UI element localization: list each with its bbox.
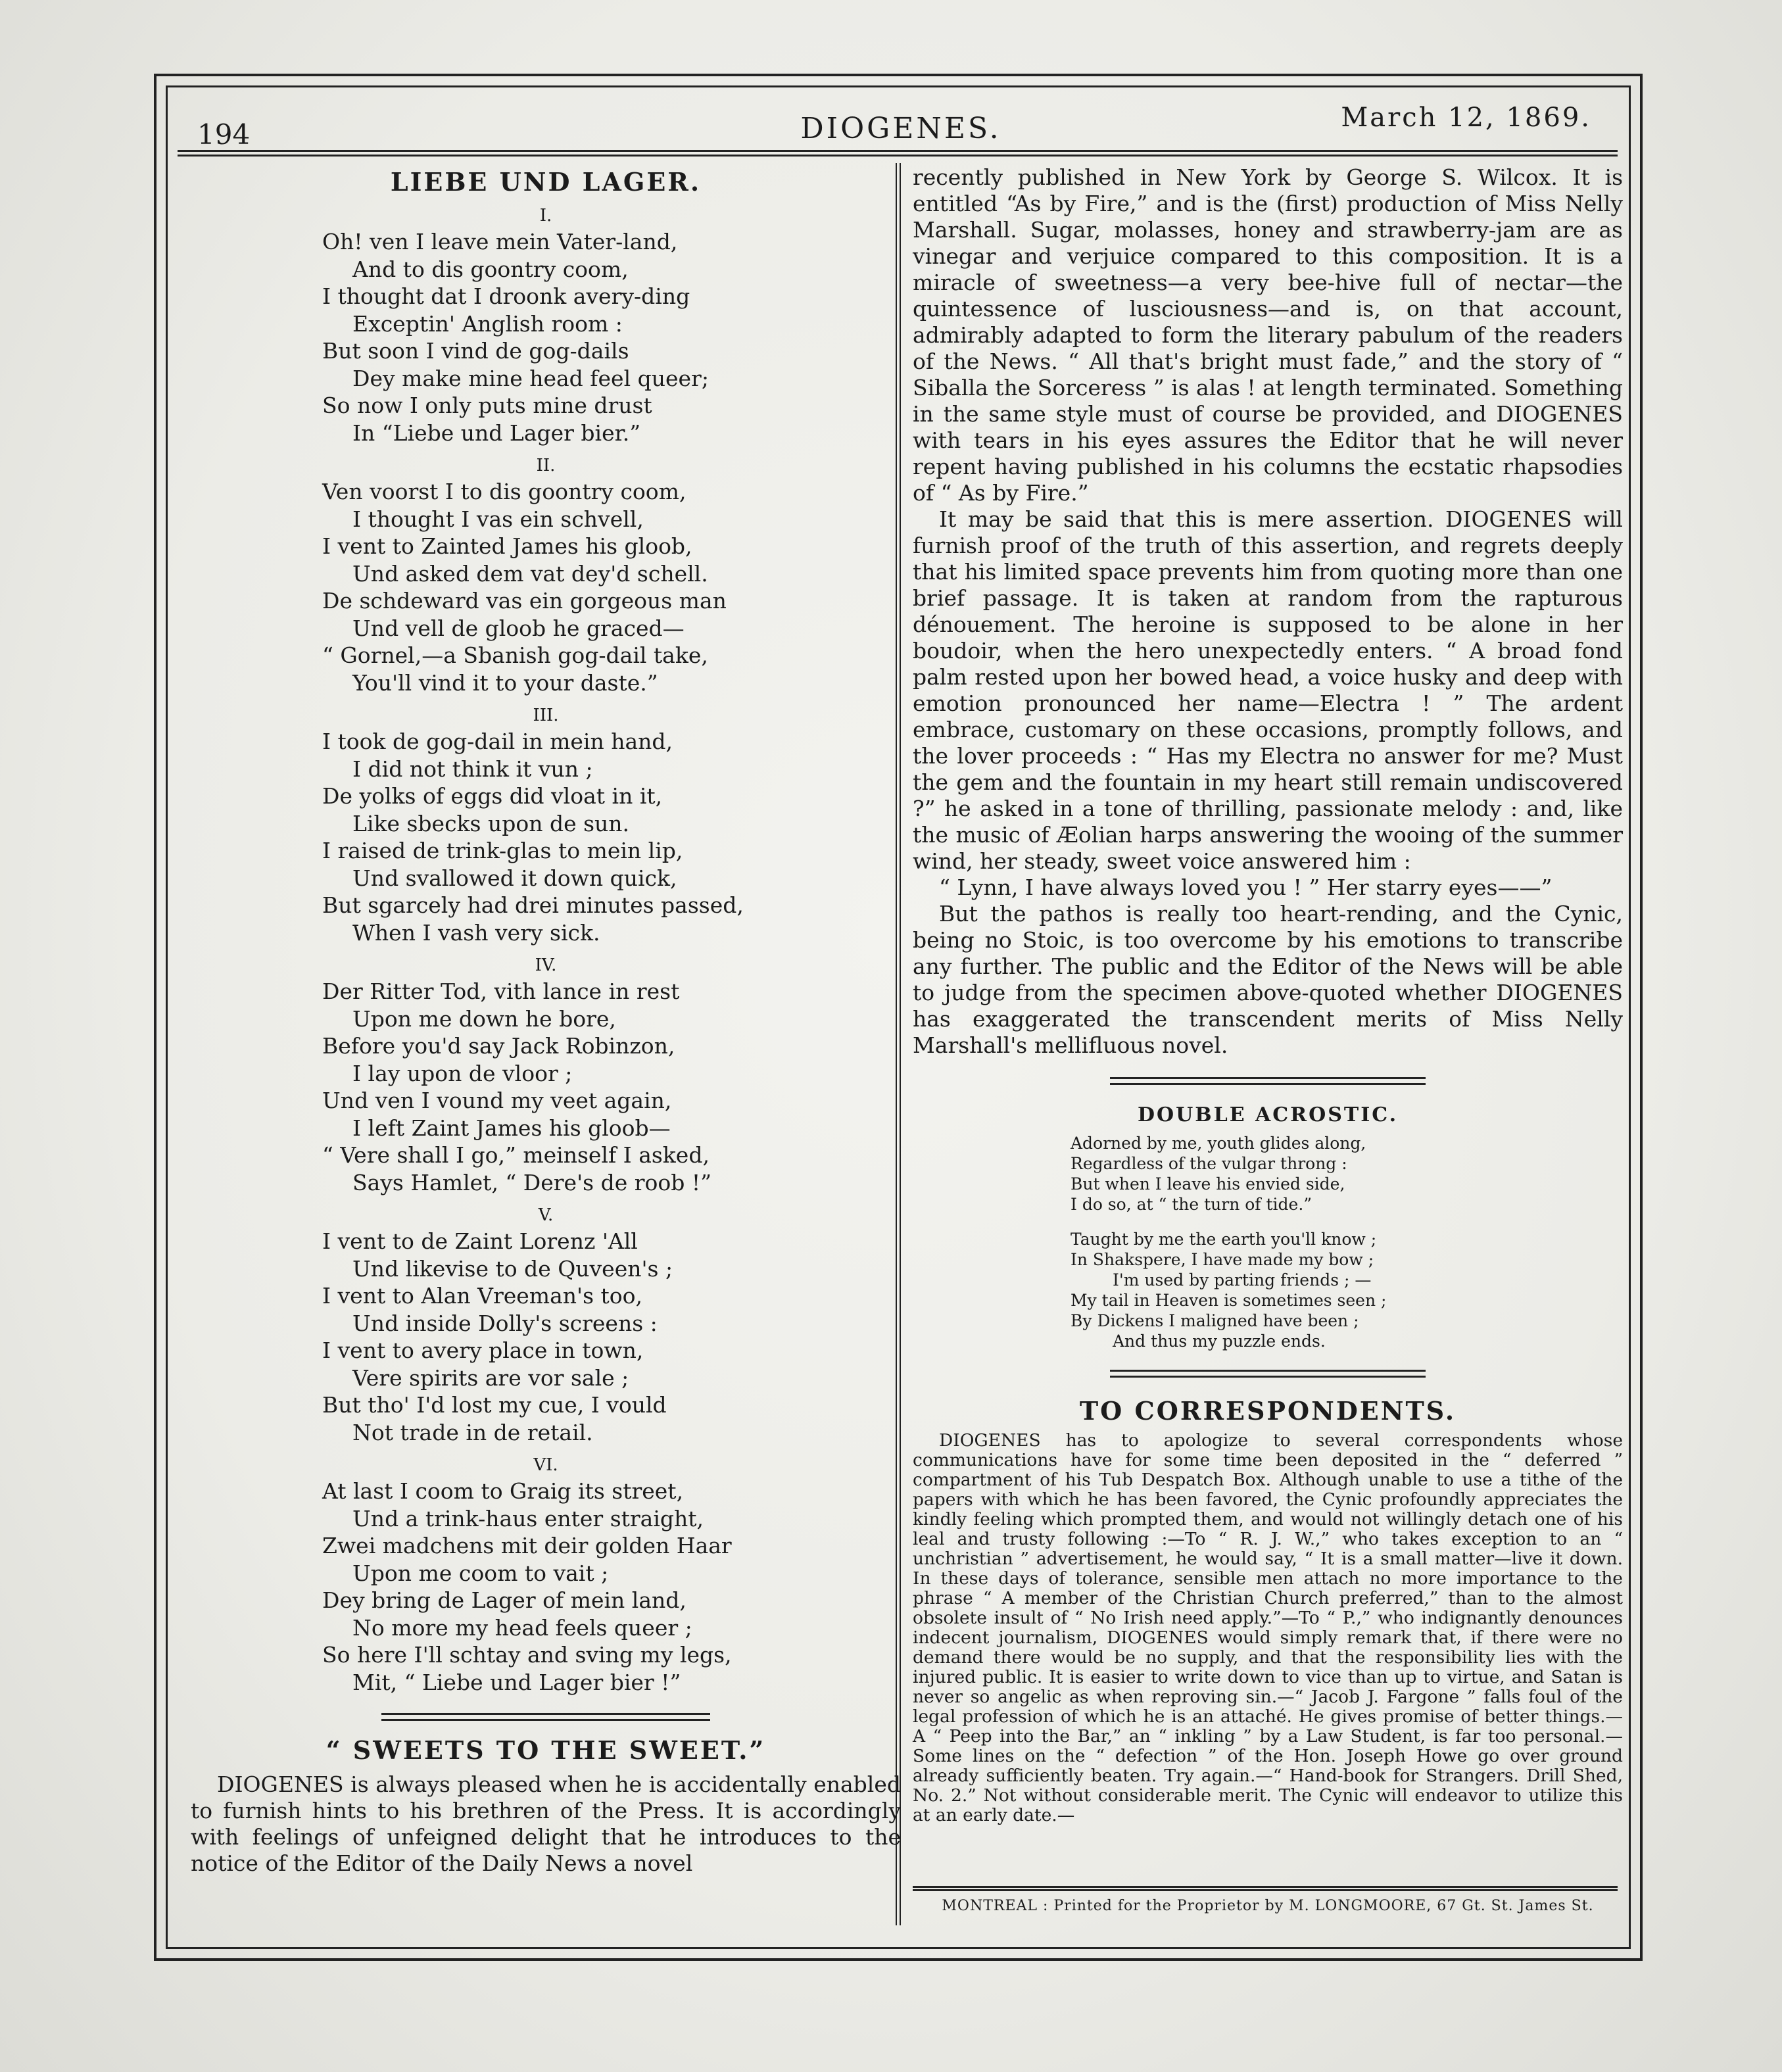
stanza-number: I. [539, 206, 552, 226]
sweets-left-text [191, 1771, 901, 1877]
acrostic-line: In Shakspere, I have made my bow ; [1071, 1250, 1374, 1269]
poem-line: Und likevise to de Quveen's ; [352, 1255, 673, 1282]
poem-line: “ Gornel,—a Sbanish gog-dail take, [322, 642, 708, 668]
acrostic-line: I do so, at “ the turn of tide.” [1071, 1195, 1312, 1214]
poem-line: I lay upon de vloor ; [352, 1060, 573, 1086]
poem-line: Und asked dem vat dey'd schell. [352, 560, 708, 587]
acrostic-line: Adorned by me, youth glides along, [1071, 1134, 1366, 1153]
poem-line: I vent to Zainted James his gloob, [322, 533, 692, 559]
poem-line: At last I coom to Graig its street, [322, 1478, 684, 1504]
section-rule [381, 1713, 710, 1721]
poem-line: Ven voorst I to dis goontry coom, [322, 479, 686, 504]
page-number: 194 [197, 118, 251, 151]
poem-line: And to dis goontry coom, [352, 256, 629, 282]
page-header [178, 99, 1624, 151]
poem-line: But sgarcely had drei minutes passed, [322, 892, 744, 918]
acrostic-title: DOUBLE ACROSTIC. [1137, 1103, 1399, 1126]
poem-line: But soon I vind de gog-dails [322, 338, 629, 364]
stanza-number: V. [538, 1205, 554, 1225]
stanza-number: II. [536, 456, 556, 475]
stanza [322, 978, 901, 1196]
stanza [322, 1228, 901, 1446]
poem-body [191, 206, 901, 1696]
stanza-number: IV. [535, 955, 557, 975]
correspondents-text: DIOGENES has to apologize to several correspondents whose communications have for some time been deposited in the “ deferred ” compartment of his Tub Despatch Box. Although unable to use a tithe of the papers with which he has been favored, the Cynic profoundly appreciates the kindly feeling which prompted them, and would not willingly detach one of his leal and trusty following :—To “ R. J. W.,” who takes exception to an “ unchristian ” advertisement, he would say, “ It is a small matter—live it down. In these days of tolerance, sensible men attach no more importance to the phrase “ A member of the Christian Church preferred,” than to the almost obsolete insult of “ No Irish need apply.”—To “ P.,” who indignantly denounces indecent journalism, DIOGENES would simply remark that, if there were no demand there would be no supply, and that the responsibility lies with the injured public. It is easier to write down to vice than up to virtue, and Satan is never so angelic as when reproving sin.—“ Jacob J. Fargone ” falls foul of the legal profession of which he is an attaché. He gives promise of better things.—A “ Peep into the Bar,” an “ inkling ” by a Law Student, is far too personal.—Some lines on the “ defection ” of the Hon. Joseph Howe go over ground already sufficiently beaten. Try again.—“ Hand-book for Strangers. Drill Shed, No. 2.” Not without considerable merit. The Cynic will endeavor to utilize this at an early date.— [913, 1430, 1623, 1825]
poem-line: De yolks of eggs did vloat in it, [322, 783, 663, 809]
acrostic-line: Regardless of the vulgar throng : [1071, 1154, 1347, 1173]
poem-line: Und a trink-haus enter straight, [352, 1505, 704, 1531]
sweets-title: “ SWEETS TO THE SWEET.” [325, 1735, 766, 1765]
poem-line: I thought dat I droonk avery-ding [322, 283, 690, 309]
poem-line: Der Ritter Tod, vith lance in rest [322, 978, 680, 1004]
masthead: DIOGENES. [800, 112, 1001, 145]
poem-line: Mit, “ Liebe und Lager bier !” [352, 1669, 681, 1695]
poem-line: So now I only puts mine drust [322, 393, 652, 418]
poem-line: I thought I vas ein schvell, [352, 506, 644, 532]
acrostic-body [1071, 1133, 1623, 1351]
poem-line: You'll vind it to your daste.” [352, 669, 658, 696]
sweets-paragraph: recently published in New York by George S. Wilcox. It is entitled “As by Fire,” and is the (first) production of Miss Nelly Marshall. Sugar, molasses, honey and strawberry-jam are as vinegar and verjuice compared to this composition. It is a miracle of sweetness—a very bee-hive full of nectar—the quintessence of lusciousness—and is, on that account, admirably adapted to form the literary pabulum of the readers of the News. “ All that's bright must fade,” and the story of “ Siballa the Sorceress ” is alas ! at length terminated. Something in the same style must of course be provided, and DIOGENES with tears in his eyes assures the Editor that he will never repent having published in his columns the ecstatic rhapsodies of “ As by Fire.” [913, 164, 1623, 506]
stanza-number: III. [533, 706, 559, 725]
acrostic-line: By Dickens I maligned have been ; [1071, 1311, 1359, 1330]
sweets-paragraph: But the pathos is really too heart-rending, and the Cynic, being no Stoic, is too overcome by his emotions to transcribe any further. The public and the Editor of the News will be able to judge from the specimen above-quoted whether DIOGENES has exaggerated the transcendent merits of Miss Nelly Marshall's mellifluous novel. [913, 901, 1623, 1058]
poem-line: I vent to Alan Vreeman's too, [322, 1283, 642, 1309]
stanza [322, 728, 901, 946]
poem-line: Exceptin' Anglish room : [352, 310, 623, 337]
poem-line: I did not think it vun ; [352, 756, 593, 782]
stanza [322, 228, 901, 446]
poem-line: Und inside Dolly's screens : [352, 1310, 658, 1336]
poem-line: In “Liebe und Lager bier.” [352, 420, 641, 446]
sweets-right-text [913, 164, 1623, 1059]
sweets-paragraph: “ Lynn, I have always loved you ! ” Her starry eyes——” [939, 875, 1553, 900]
poem-line: I raised de trink-glas to mein lip, [322, 838, 683, 863]
header-rule [178, 150, 1618, 157]
acrostic-line: And thus my puzzle ends. [1113, 1332, 1326, 1351]
printer-imprint: MONTREAL : Printed for the Proprietor by M. LONGMOORE, 67 Gt. St. James St. [942, 1898, 1594, 1914]
poem-title: LIEBE UND LAGER. [390, 167, 702, 197]
poem-line: Und vell de gloob he graced— [352, 615, 685, 641]
poem-line: Dey make mine head feel queer; [352, 365, 709, 391]
poem-line: Upon me coom to vait ; [352, 1560, 609, 1586]
sweets-paragraph: It may be said that this is mere assertion. DIOGENES will furnish proof of the truth of this assertion, and regrets deeply that his limited space prevents him from quoting more than one brief passage. It is taken at random from the rapturous dénouement. The heroine is supposed to be alone in her boudoir, when the hero unexpectedly enters. “ A broad fond palm rested upon her bowed head, a voice husky and deep with emotion pronounced her name—Electra ! ” The ardent embrace, customary on these occasions, promptly follows, and the lover proceeds : “ Has my Electra no answer for me? Must the gem and the fountain in my heart still remain undiscovered ?” he asked in a tone of thrilling, passionate melody : and, like the music of Æolian harps answering the wooing of the summer wind, her steady, sweet voice answered him : [913, 506, 1623, 874]
sweets-paragraph: DIOGENES is always pleased when he is accidentally enabled to furnish hints to his brethren of the Press. It is accordingly with feelings of unfeigned delight that he introduces to the notice of the Editor of the Daily News a novel [191, 1771, 901, 1876]
poem-line: “ Vere shall I go,” meinself I asked, [322, 1142, 710, 1168]
acrostic-line: My tail in Heaven is sometimes seen ; [1071, 1291, 1387, 1310]
poem-line: No more my head feels queer ; [352, 1614, 692, 1641]
poem-line: I vent to de Zaint Lorenz 'All [322, 1228, 638, 1254]
poem-line: Like sbecks upon de sun. [352, 810, 630, 836]
poem-line: Und svallowed it down quick, [352, 865, 677, 891]
poem-line: Not trade in de retail. [352, 1419, 593, 1445]
poem-line: I vent to avery place in town, [322, 1337, 644, 1363]
poem-line: I left Zaint James his gloob— [352, 1115, 671, 1141]
acrostic-line: But when I leave his envied side, [1071, 1174, 1345, 1193]
stanza [322, 478, 901, 696]
poem-line: Und ven I vound my veet again, [322, 1088, 672, 1113]
stanza-gap [1071, 1215, 1623, 1229]
correspondents-title: TO CORRESPONDENTS. [1079, 1396, 1457, 1426]
issue-date: March 12, 1869. [1341, 103, 1591, 133]
poem-line: I took de gog-dail in mein hand, [322, 729, 673, 754]
acrostic-line: Taught by me the earth you'll know ; [1071, 1230, 1377, 1249]
poem-line: Oh! ven I leave mein Vater-land, [322, 229, 678, 254]
poem-line: But tho' I'd lost my cue, I vould [322, 1392, 667, 1418]
poem-line: When I vash very sick. [352, 919, 600, 946]
acrostic-line: I'm used by parting friends ; — [1113, 1270, 1372, 1289]
section-rule [1110, 1077, 1426, 1085]
footer-rule [913, 1886, 1618, 1891]
stanza [322, 1478, 901, 1696]
left-column [191, 164, 901, 1877]
section-rule [1110, 1370, 1426, 1378]
poem-line: De schdeward vas ein gorgeous man [322, 588, 727, 614]
poem-line: Zwei madchens mit deir golden Haar [322, 1533, 732, 1558]
poem-line: Vere spirits are vor sale ; [352, 1364, 629, 1391]
poem-line: Upon me down he bore, [352, 1005, 616, 1032]
right-column [913, 164, 1623, 1825]
poem-line: Says Hamlet, “ Dere's de roob !” [352, 1169, 711, 1195]
poem-line: Dey bring de Lager of mein land, [322, 1587, 686, 1613]
poem-line: Before you'd say Jack Robinzon, [322, 1033, 675, 1059]
stanza-number: VI. [533, 1455, 558, 1475]
poem-line: So here I'll schtay and sving my legs, [322, 1642, 732, 1668]
